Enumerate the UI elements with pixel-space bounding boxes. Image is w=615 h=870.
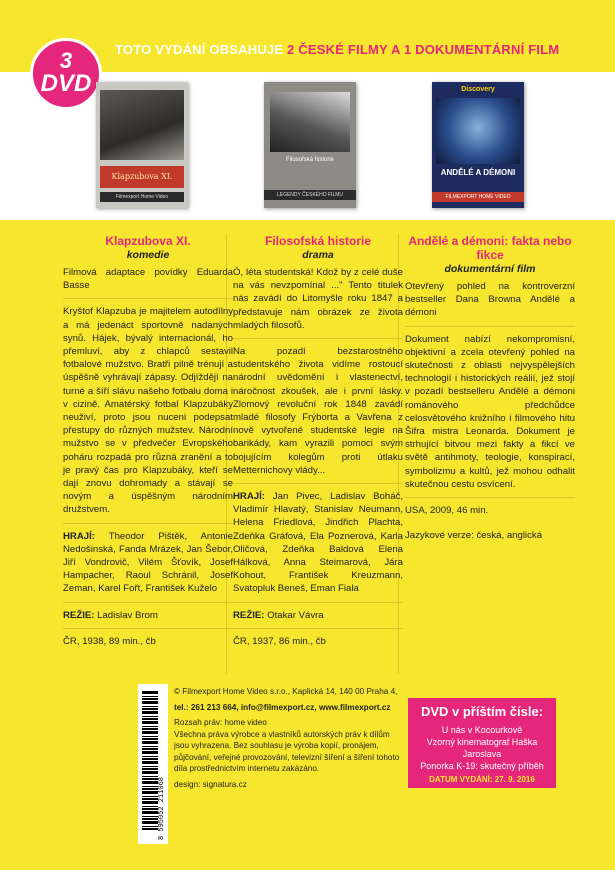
design-credit: design: signatura.cz [174,779,247,789]
next-issue-item: Vzorný kinematograf Haška [426,737,538,747]
cover-andele [432,82,524,208]
cover-strip: LEGENDY ČESKÉHO FILMU [264,190,356,200]
film-column-andele [405,234,575,554]
release-date: DATUM VYDÁNÍ: 27. 9. 2016 [429,775,535,784]
header-highlight: 2 ČESKÉ FILMY A 1 DOKUMENTÁRNÍ FILM [287,42,560,57]
barcode-number: 8 595052 211068 [158,776,166,840]
next-issue-heading: DVD v příštím čísle: [420,704,544,719]
film-intro: Ó, léta studentská! Kdož by z celé duše na vás nevzpomínal ..." Tento titulek nás zavádí do Litomyšle roku 1847 a představuje nám obrázek ze života mladých filosofů. [233,266,403,339]
film-subtitle: Filmová adaptace povídky Eduarda Basse [63,266,233,299]
film-title: Andělé a démoni: fakta nebo fikce [408,234,572,262]
cast-list: Theodor Pištěk, Antonie Nedošinská, Fanda Mrázek, Jan Šebor, Jiří Vondrovič, Vilém Šťovík, Josef Hampacher, Raoul Schránil, Josef Zeman, Karel Fořt, František Kuželo [63,530,233,595]
cast-list: Jan Pivec, Ladislav Boháč, Vladimír Hlavatý, Stanislav Neumann, Helena Friedlová, Jindřich Plachta, Zdeňka Gráfová, Ela Poznerová, Karla Oličová, Zdeňka Baldová Elena Hálková, Anna Steimarová, Jára Kohout, František Kreuzmann, Svatopluk Beneš, Eman Fiala [233,491,403,595]
director-name: Ladislav Brom [97,609,158,621]
publisher-info [174,686,400,790]
cover-photo [100,90,184,160]
film-genre: komedie [126,249,170,261]
film-cast [233,490,403,603]
badge-label: DVD [40,70,92,97]
cover-klapzubova [96,82,188,208]
publisher-address: © Filmexport Home Video s.r.o., Kaplická 14, 140 00 Praha 4, [174,687,398,696]
film-info: USA, 2009, 46 min. [405,505,489,517]
cover-title: Klapzubova XI. [100,166,184,188]
rights-label: Rozsah práv: home video [174,718,267,727]
film-intro: Otevřený pohled na kontroverzní bestseller Dana Browna Andělé a démoni [405,280,575,327]
director-label: REŽIE: [233,609,265,621]
barcode [138,684,168,844]
cast-label: HRAJÍ: [63,530,95,542]
next-issue-item: U nás v Kocourkově [441,725,523,735]
film-genre: dokumentární film [444,263,536,275]
film-info: ČR, 1938, 89 min., čb [63,635,156,647]
badge-count: 3 [59,48,73,73]
film-info: ČR, 1937, 86 min., čb [233,635,326,647]
cover-photo [436,98,520,164]
cover-title: ANDĚLÉ A DÉMONI [440,168,516,177]
cover-title: Filosofská historie [285,157,335,163]
header-prefix: TOTO VYDÁNÍ OBSAHUJE [115,42,288,57]
dvd-count-badge [30,38,102,110]
publisher-contact: tel.: 261 213 664, info@filmexport.cz, www.filmexport.cz [174,702,391,712]
cover-strip: Filmexport Home Video [100,192,184,202]
film-director [233,609,403,629]
cast-label: HRAJÍ: [233,491,265,503]
next-issue-box [408,698,556,788]
film-synopsis: Kryštof Klapzuba je majitelem autodílny a má jedenáct sportovně nadaných synů. Hájek, bývalý internacionál, ho přemluví, aby z chlapců sestavil fotbalové mužstvo. Bratři pilně trénují a úspěšně vyhrávají zápasy. Odjíždějí na turné a šíří slávu našeho fotbalu doma i v cizině. Amatérský fotbal Klapzubáky neuživí, proto jsou nuceni podepsat přestupy do různých mužstev. Národní mužstvo se v předvečer Evropského poháru rozpadá pro různá zranění a to je pravý čas pro Klapzubáky, kteří se dají znovu dohromady a stávají se novým a úspěšným národním družstvem. [63,305,233,523]
film-synopsis: Dokument nabízí nekompromisní, objektivní a zcela otevřený pohled na skutečnosti z oblasti nejvyspělejších technologií i historických reálií, jež stojí v pozadí bestselleru Andělé a démoni románového předchůdce celosvětového knižního i filmového hitu Šifra mistra Leonarda. Dokument je strhující bitvou mezi fakty a fikcí ve světě antihmoty, teologie, konspirací, symbolizmu a kultů, jež mohou odhalit skutečnou cestu osvícení. [405,333,575,498]
film-director [63,609,233,629]
discovery-logo: Discovery [461,86,495,93]
film-column-filosofska [233,234,403,660]
rights-text: Všechna práva výrobce a vlastníků autorských práv k dílům jsou vyhrazena. Bez souhlasu je výroba kopií, pronájem, půjčování, veřejné provozování, televizní šíření a šíření tohoto díla prostřednictvím internetu zakázáno. [174,729,400,773]
director-label: REŽIE: [63,609,95,621]
film-synopsis: Na pozadí bezstarostného studentského života vidíme rostoucí národní uvědomění i vlastenectví, náročnost zkoušek, ale i první lásky. Zlomový revoluční rok 1848 zavádí mladé filosofy Frýborta a Vavřena z nově vytvořené studentské legie na barikády, kam vyrazili pomoci svým bojujícím kolegům proti útlaku Metternichovy vlády... [233,345,403,484]
cover-filosofska [264,82,356,208]
director-name: Otakar Vávra [267,609,324,621]
film-title: Filosofská historie [264,234,372,248]
edition-header [115,42,595,57]
cover-strip: FILMEXPORT HOME VIDEO [432,192,524,202]
film-column-klapzubova [63,234,233,660]
film-languages: Jazykové verze: česká, anglická [405,530,543,542]
film-cast [63,530,233,603]
next-issue-item: Ponorka K-19: skutečný příběh [420,761,544,771]
cover-photo [270,92,350,152]
film-genre: drama [302,249,334,261]
film-title: Klapzubova XI. [105,234,191,248]
barcode-bars [142,690,158,830]
next-issue-item: Jaroslava [462,749,502,759]
